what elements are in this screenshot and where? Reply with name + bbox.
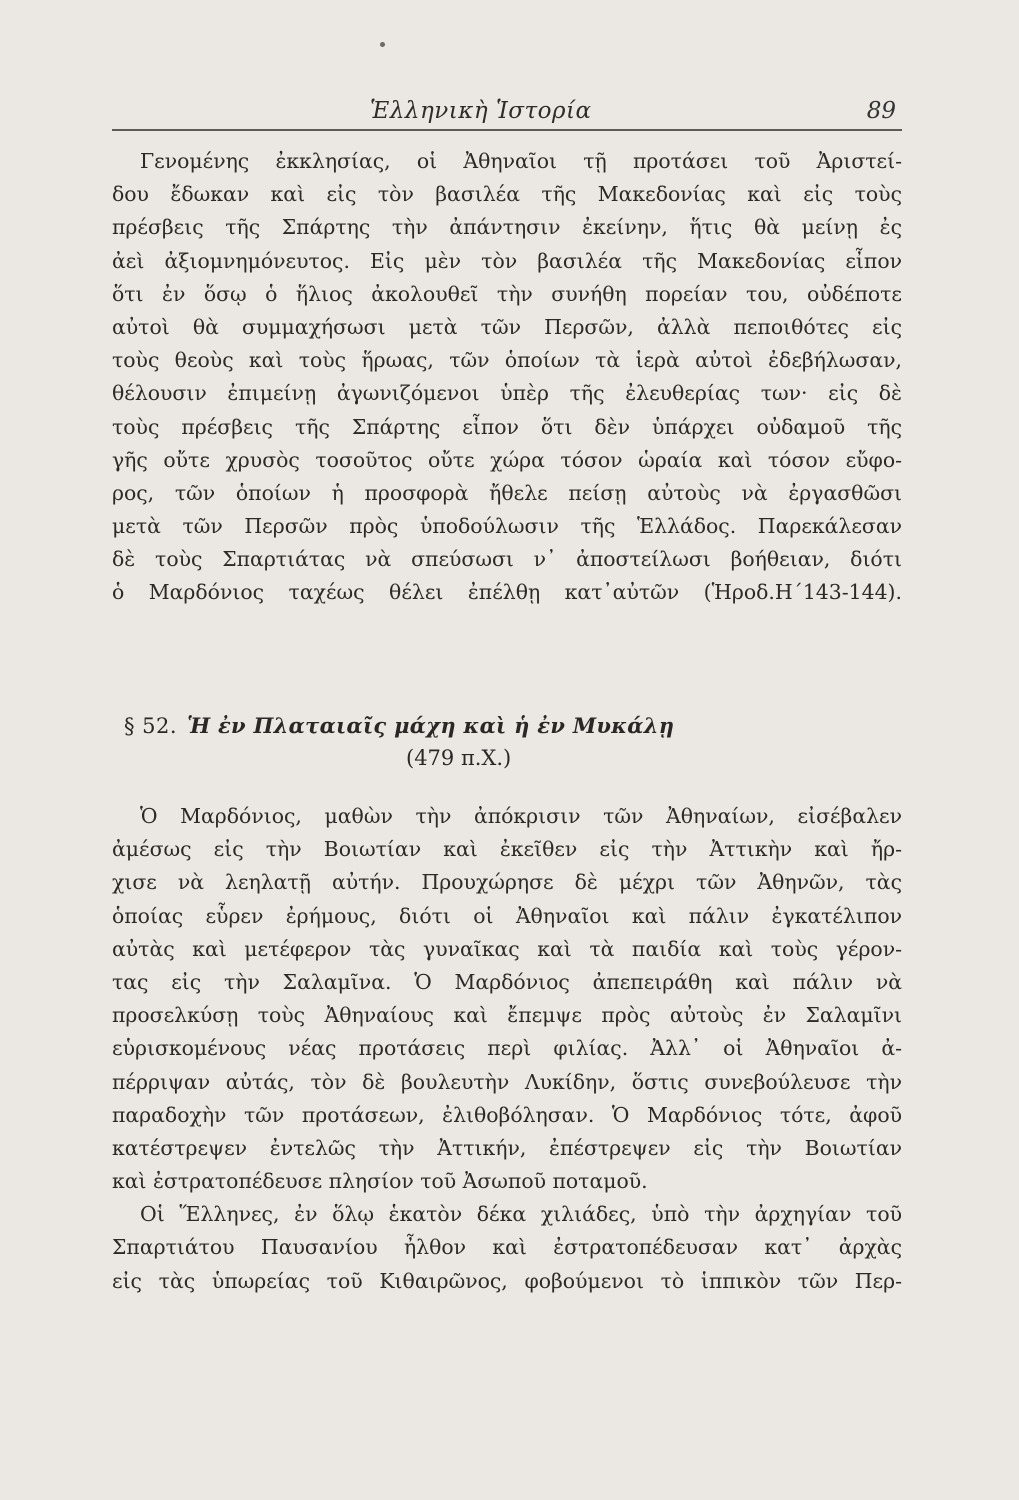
- text-line: τοὺς πρέσβεις τῆς Σπάρτης εἶπον ὅτι δὲν ὑπάρχει οὐδαμοῦ τῆς: [112, 414, 902, 439]
- paragraph-2-3: [112, 800, 902, 1298]
- text-line: Σπαρτιάτου Παυσανίου ἦλθον καὶ ἐστρατοπέδευσαν κατ᾽ ἀρχὰς: [112, 1235, 902, 1260]
- text-line: ἀμέσως εἰς τὴν Βοιωτίαν καὶ ἐκεῖθεν εἰς τὴν Ἀττικὴν καὶ ἤρ-: [112, 837, 902, 862]
- text-line: τοὺς θεοὺς καὶ τοὺς ἥρωας, τῶν ὁποίων τὰ ἱερὰ αὐτοὶ ἐδεβήλωσαν,: [112, 348, 902, 373]
- text-line: δὲ τοὺς Σπαρτιάτας νὰ σπεύσωσι ν᾽ ἀποστείλωσι βοήθειαν, διότι: [112, 547, 902, 572]
- running-title: Ἑλληνικὴ Ἱστορία: [370, 98, 592, 124]
- paragraph-1: [112, 145, 902, 610]
- text-line: ὅτι ἐν ὅσῳ ὁ ἥλιος ἀκολουθεῖ τὴν συνήθη πορείαν του, οὐδέποτε: [112, 281, 902, 306]
- section-date: (479 π.Χ.): [406, 746, 512, 770]
- text-line: ὁποίας εὗρεν ἐρήμους, διότι οἱ Ἀθηναῖοι καὶ πάλιν ἐγκατέλιπον: [112, 903, 902, 928]
- text-line: γῆς οὔτε χρυσὸς τοσοῦτος οὔτε χώρα τόσον ὡραία καὶ τόσον εὔφο-: [112, 447, 902, 472]
- page-number: 89: [866, 98, 896, 124]
- section-title: Ἡ ἐν Πλαταιαῖς μάχη καὶ ἡ ἐν Μυκάλῃ: [187, 713, 675, 738]
- text-line: θέλουσιν ἐπιμείνῃ ἀγωνιζόμενοι ὑπὲρ τῆς ἐλευθερίας των· εἰς δὲ: [112, 381, 902, 406]
- text-line: πρέσβεις τῆς Σπάρτης τὴν ἀπάντησιν ἐκείνην, ἥτις θὰ μείνῃ ἐς: [112, 215, 902, 240]
- text-line: προσελκύσῃ τοὺς Ἀθηναίους καὶ ἔπεμψε πρὸς αὐτοὺς ἐν Σαλαμῖνι: [112, 1003, 902, 1028]
- text-line: μετὰ τῶν Περσῶν πρὸς ὑποδούλωσιν τῆς Ἑλλάδος. Παρεκάλεσαν: [112, 514, 902, 539]
- section-heading: [112, 713, 902, 777]
- text-line: ρος, τῶν ὁποίων ἡ προσφορὰ ἤθελε πείσῃ αὐτοὺς νὰ ἐργασθῶσι: [112, 480, 902, 505]
- page-header: [110, 98, 902, 128]
- section-heading-line: [124, 713, 674, 738]
- text-line: πέρριψαν αὐτάς, τὸν δὲ βουλευτὴν Λυκίδην, ὅστις συνεβούλευσε τὴν: [112, 1069, 902, 1094]
- text-line: καὶ ἐστρατοπέδευσε πλησίον τοῦ Ἀσωποῦ ποταμοῦ.: [112, 1169, 648, 1194]
- text-line: Γενομένης ἐκκλησίας, οἱ Ἀθηναῖοι τῇ προτάσει τοῦ Ἀριστεί-: [140, 149, 902, 173]
- text-line: κατέστρεψεν ἐντελῶς τὴν Ἀττικήν, ἐπέστρεψεν εἰς τὴν Βοιωτίαν: [112, 1135, 902, 1160]
- text-line: παραδοχὴν τῶν προτάσεων, ἐλιθοβόλησαν. Ὁ Μαρδόνιος τότε, ἀφοῦ: [112, 1102, 902, 1127]
- text-line: ἀεὶ ἀξιομνημόνευτος. Εἰς μὲν τὸν βασιλέα τῆς Μακεδονίας εἶπον: [112, 248, 902, 273]
- header-rule: [112, 129, 902, 131]
- text-line: αὐτοὶ θὰ συμμαχήσωσι μετὰ τῶν Περσῶν, ἀλλὰ πεποιθότες εἰς: [112, 314, 902, 339]
- text-line: ὁ Μαρδόνιος ταχέως θέλει ἐπέλθῃ κατ᾽αὐτῶν (Ἡροδ.Η΄143-144).: [112, 580, 902, 605]
- section-number: § 52.: [124, 714, 178, 738]
- ink-speck: [380, 42, 385, 47]
- text-line: Οἱ Ἕλληνες, ἐν ὅλῳ ἑκατὸν δέκα χιλιάδες, ὑπὸ τὴν ἀρχηγίαν τοῦ: [140, 1202, 902, 1227]
- text-line: αὐτὰς καὶ μετέφερον τὰς γυναῖκας καὶ τὰ παιδία καὶ τοὺς γέρον-: [112, 936, 902, 961]
- text-line: δου ἔδωκαν καὶ εἰς τὸν βασιλέα τῆς Μακεδονίας καὶ εἰς τοὺς: [112, 182, 902, 207]
- text-line: χισε νὰ λεηλατῇ αὐτήν. Προυχώρησε δὲ μέχρι τῶν Ἀθηνῶν, τὰς: [112, 870, 902, 895]
- text-line: εὑρισκομένους νέας προτάσεις περὶ φιλίας. Ἀλλ᾽ οἱ Ἀθηναῖοι ἀ-: [112, 1036, 902, 1061]
- text-line: εἰς τὰς ὑπωρείας τοῦ Κιθαιρῶνος, φοβούμενοι τὸ ἱππικὸν τῶν Περ-: [112, 1268, 902, 1293]
- text-line: Ὁ Μαρδόνιος, μαθὼν τὴν ἀπόκρισιν τῶν Ἀθηναίων, εἰσέβαλεν: [140, 804, 902, 828]
- text-line: τας εἰς τὴν Σαλαμῖνα. Ὁ Μαρδόνιος ἀπεπειράθη καὶ πάλιν νὰ: [112, 969, 902, 994]
